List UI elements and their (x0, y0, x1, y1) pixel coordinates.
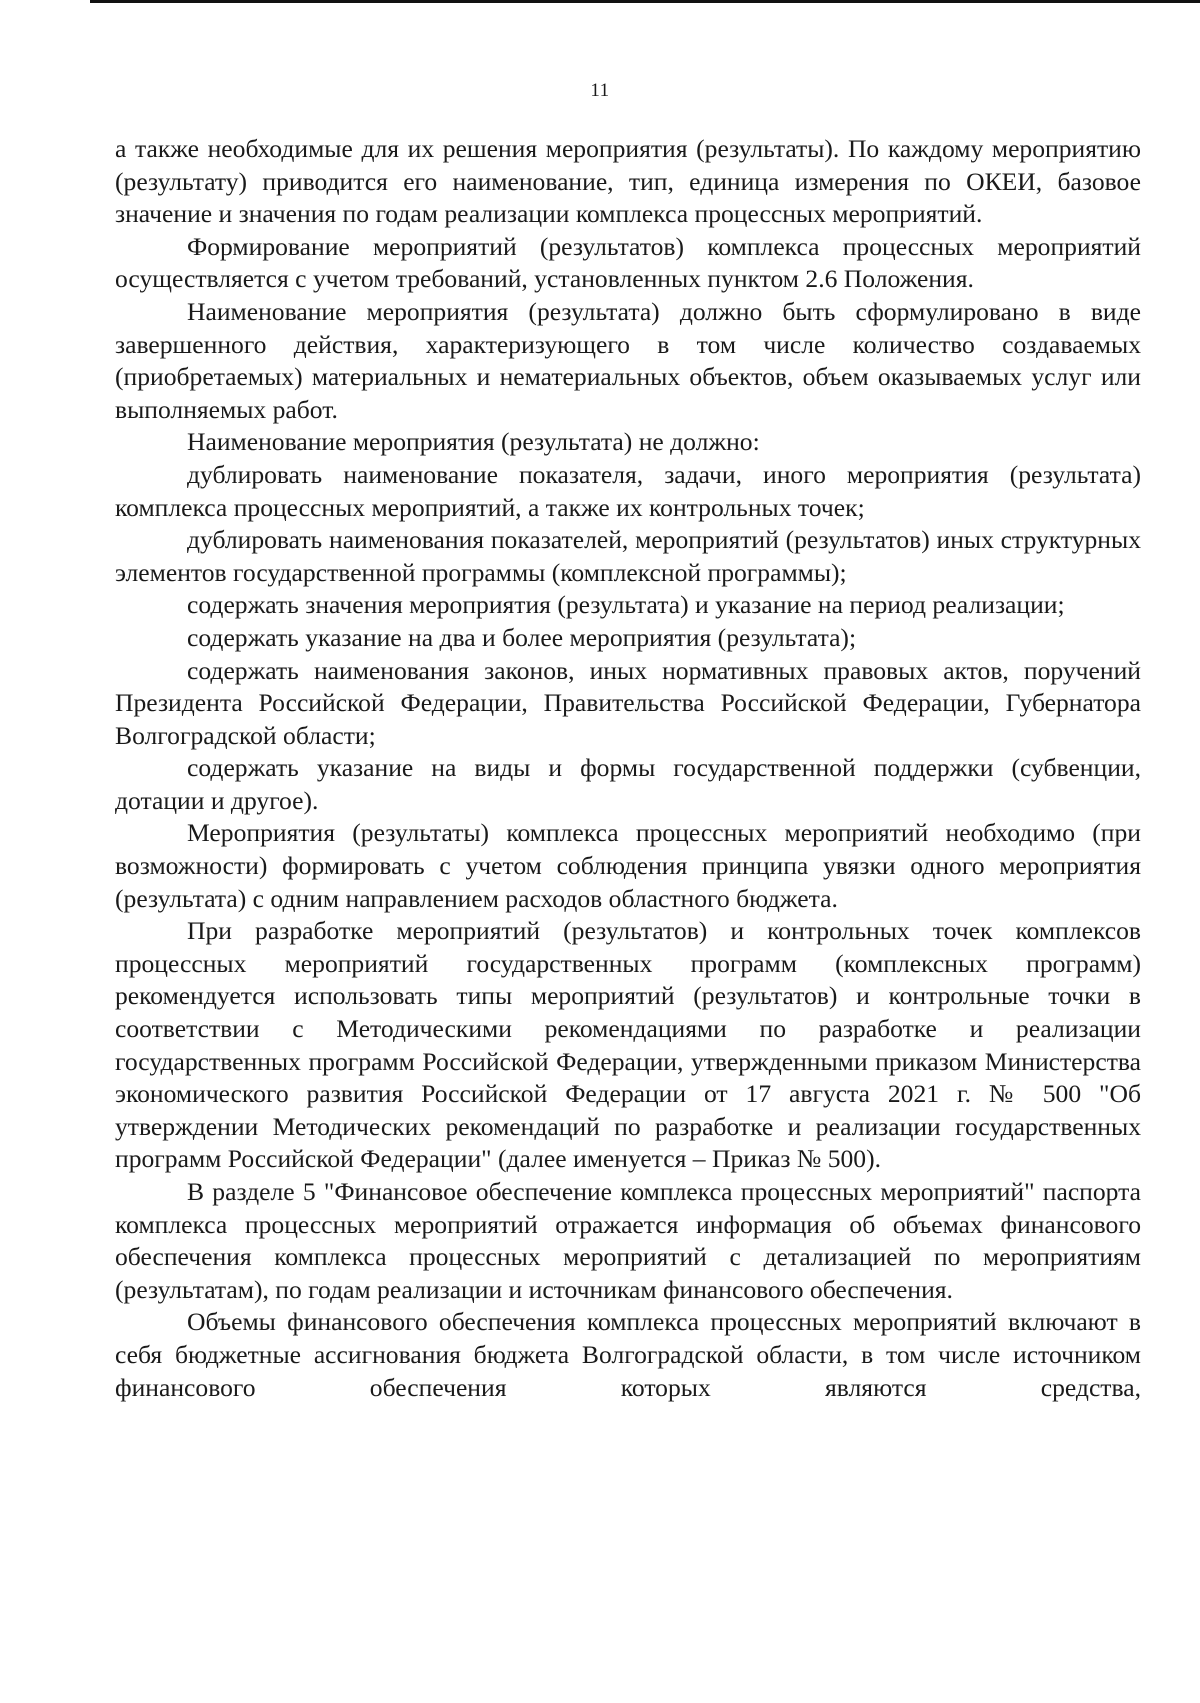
paragraph: Объемы финансового обеспечения комплекса процессных мероприятий включают в себя бюджетные ассигнования бюджета Волгоградской области, в том числе источником финансового обеспечения которых являются средства, (115, 1307, 1141, 1402)
paragraph: В разделе 5 "Финансовое обеспечение комплекса процессных мероприятий" паспорта комплекса процессных мероприятий отражается информация об объемах финансового обеспечения комплекса процессных мероприятий с детализацией по мероприятиям (результатам), по годам реализации и источникам финансового обеспечения. (115, 1177, 1141, 1304)
page-number: 11 (590, 80, 610, 101)
paragraph: Наименование мероприятия (результата) не должно: (187, 427, 760, 457)
document-body (115, 133, 1141, 1404)
list-item: дублировать наименования показателей, мероприятий (результатов) иных структурных элементов государственной программы (комплексной программы); (115, 525, 1141, 587)
paragraph: а также необходимые для их решения мероприятия (результаты). По каждому мероприятию (результату) приводится его наименование, тип, единица измерения по ОКЕИ, базовое значение и значения по годам реализации комплекса процессных мероприятий. (115, 134, 1141, 229)
paragraph: Наименование мероприятия (результата) должно быть сформулировано в виде завершенного действия, характеризующего в том числе количество создаваемых (приобретаемых) материальных и нематериальных объектов, объем оказываемых услуг или выполняемых работ. (115, 296, 1141, 424)
list-item: содержать указание на виды и формы государственной поддержки (субвенции, дотации и другое). (115, 753, 1141, 815)
paragraph: Мероприятия (результаты) комплекса процессных мероприятий необходимо (при возможности) формировать с учетом соблюдения принципа увязки одного мероприятия (результата) с одним направлением расходов областного бюджета. (115, 818, 1141, 913)
paragraph: При разработке мероприятий (результатов) и контрольных точек комплексов процессных мероприятий государственных программ (комплексных программ) рекомендуется использовать типы мероприятий (результатов) и контрольные точки в соответствии с Методическими рекомендациями по разработке и реализации государственных программ Российской Федерации, утвержденными приказом Министерства экономического развития Российской Федерации от 17 августа 2021 г. № 500 "Об утверждении Методических рекомендаций по разработке и реализации государственных программ Российской Федерации" (далее именуется – Приказ № 500). (115, 916, 1141, 1174)
top-border-line (90, 0, 1200, 3)
list-item: содержать значения мероприятия (результата) и указание на период реализации; (187, 590, 1065, 620)
list-item: дублировать наименование показателя, задачи, иного мероприятия (результата) комплекса процессных мероприятий, а также их контрольных точек; (115, 459, 1141, 522)
list-item: содержать наименования законов, иных нормативных правовых актов, поручений Президента Российской Федерации, Правительства Российской Федерации, Губернатора Волгоградской области; (115, 655, 1141, 750)
paragraph: Формирование мероприятий (результатов) комплекса процессных мероприятий осуществляется с учетом требований, установленных пунктом 2.6 Положения. (115, 231, 1141, 294)
list-item: содержать указание на два и более мероприятия (результата); (187, 622, 857, 652)
